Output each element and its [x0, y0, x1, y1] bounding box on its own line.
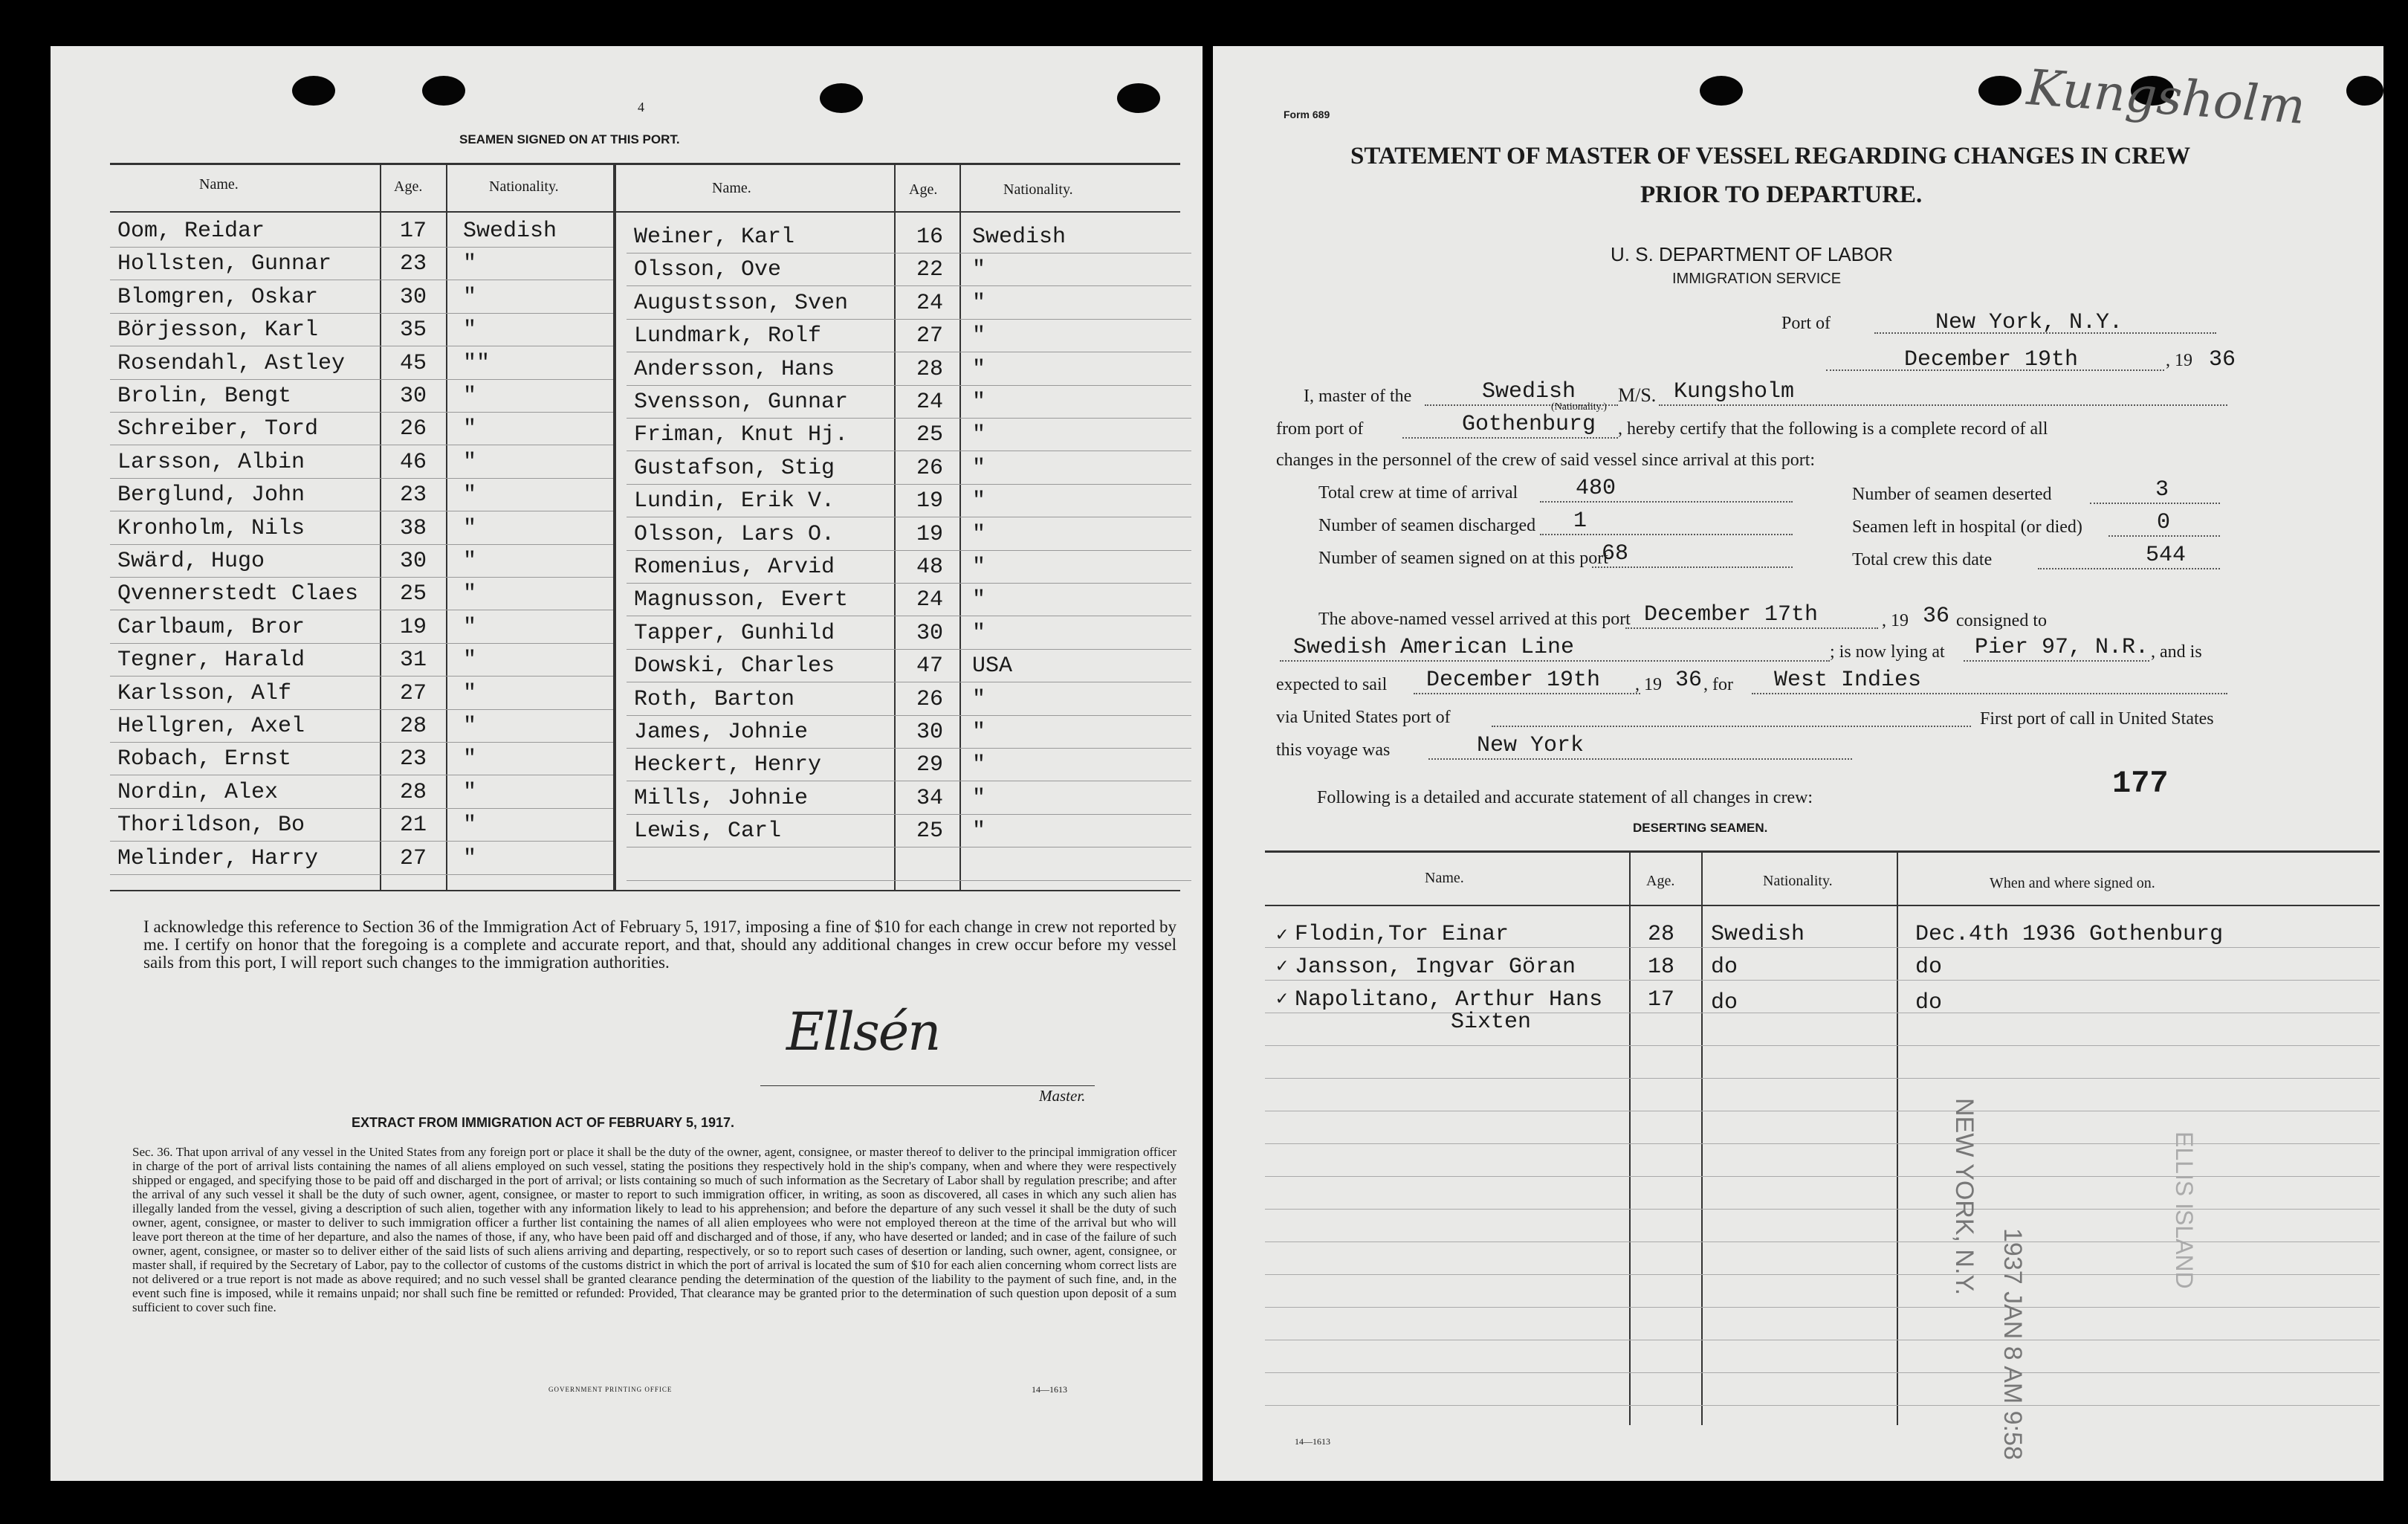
row-rule [110, 247, 613, 248]
from-port-label: from port of [1276, 419, 1364, 439]
fill-line [1414, 693, 1640, 694]
vessel-nationality: Swedish [1482, 379, 1576, 404]
crew-nationality: " [972, 752, 986, 778]
desert-row-rule [1265, 1405, 2380, 1406]
discharged-label: Number of seamen discharged [1318, 516, 1536, 535]
deserter-nationality: Swedish [1711, 922, 1805, 947]
signed-on-label: Number of seamen signed on at this port [1318, 549, 1608, 568]
left-page [51, 46, 1203, 1481]
fill-line [1964, 660, 2149, 662]
crew-age: 23 [400, 482, 427, 508]
fill-line [1402, 437, 1618, 439]
extract-title: EXTRACT FROM IMMIGRATION ACT OF FEBRUARY 5, 1917. [352, 1115, 735, 1130]
department-name: U. S. DEPARTMENT OF LABOR [1611, 243, 1893, 265]
extract-text: Sec. 36. That upon arrival of any vessel in the United States from any foreign port or place it shall be the duty of the owner, agent, consignee, or master thereof to deliver to the principal immigration officer in charge of the port of arrival lists containing the names of all aliens employed on such vessel, stating the positions they respectively hold in the ship's company, when and where they were respectively shipped or engaged, and specifying those to be paid off and discharged in the port of arrival; or lists containing so much of such information as the Secretary of Labor shall by regulation prescribe; and after the arrival of any such vessel it shall be the duty of such owner, agent, consignee, or master to report to such immigration officer, in writing, as soon as discovered, all cases in which any such alien has illegally landed from the vessel, giving a description of such alien, together with any information likely to lead to his apprehension; and before the departure of any such vessel it shall be the duty of such owner, agent, consignee, or master to deliver to such immigration officer a further list containing the names of all alien employees who were not employed thereon at the time of the arrival but who will leave port thereon at the time of her departure, and also the names of those, if any, who have been paid off and discharged and of those, if any, who have deserted or landed; and in case of the failure of such owner, agent, consignee, or master so to deliver either of the said lists of such aliens arriving and departing, respectively, or so to report such cases of desertion or landing, such owner, agent, consignee, or master shall, if required by the Secretary of Labor, pay to the collector of customs of the customs district in which the port of arrival is located the sum of $10 for each alien concerning whom correct lists are not delivered or a true report is not made as above required; and no such vessel shall be granted clearance pending the determination of the question of the liability to the payment of such fine, and, in the event such fine is imposed, while it remains unpaid; nor shall such fine be remitted or refunded: Provided, That clearance may be granted prior to the determination of such question upon deposit of a sum sufficient to cover such fine. [132, 1145, 1177, 1314]
desert-row-rule [1265, 1274, 2380, 1275]
crew-name: Heckert, Henry [634, 752, 822, 778]
crew-name: Olsson, Ove [634, 257, 782, 283]
crew-nationality: " [463, 581, 477, 607]
crew-age: 26 [400, 416, 427, 442]
punch-hole [2346, 76, 2383, 106]
row-rule [110, 379, 613, 380]
crew-nationality: " [463, 845, 477, 871]
discharged-value: 1 [1573, 508, 1587, 534]
desert-row-rule [1265, 1078, 2380, 1079]
crew-name: Swärd, Hugo [117, 549, 265, 574]
desert-row-rule [1265, 1372, 2380, 1373]
crew-age: 25 [916, 422, 944, 448]
table-header-rule [110, 211, 1180, 213]
crew-nationality: " [972, 290, 986, 316]
crew-nationality: " [463, 317, 477, 343]
crew-name: Lundin, Erik V. [634, 488, 835, 514]
crew-nationality: " [463, 482, 477, 508]
crew-nationality: " [972, 488, 986, 514]
fill-line [1540, 501, 1793, 503]
col-header-age: Age. [909, 181, 938, 198]
crew-nationality: " [972, 555, 986, 580]
master-of-label: I, master of the [1304, 387, 1412, 406]
row-rule [627, 880, 1191, 881]
crew-age: 17 [400, 219, 427, 244]
col-header-name: Name. [712, 180, 751, 196]
deserter-signed-on: do [1915, 990, 1943, 1016]
desert-row-rule [1265, 1045, 2380, 1046]
for-label: , for [1703, 675, 1733, 694]
row-rule [627, 319, 1191, 320]
first-port-label: First port of call in United States [1980, 709, 2214, 729]
hospital-label: Seamen left in hospital (or died) [1852, 517, 2082, 537]
crew-nationality: " [463, 714, 477, 739]
crew-age: 27 [400, 680, 427, 706]
crew-age: 25 [916, 818, 944, 845]
crew-nationality: " [463, 515, 477, 541]
crew-age: 31 [400, 648, 427, 674]
desert-row-rule [1265, 1176, 2380, 1177]
crew-name: Andersson, Hans [634, 356, 835, 382]
destination-value: West Indies [1774, 668, 1922, 693]
crew-name: Dowski, Charles [634, 653, 835, 679]
crew-age: 23 [400, 251, 427, 277]
sail-year: 36 [1675, 668, 1703, 693]
crew-age: 24 [916, 587, 944, 613]
row-rule [110, 841, 613, 842]
desert-row-rule [1265, 1143, 2380, 1144]
crew-age: 25 [400, 581, 427, 607]
crew-name: Tapper, Gunhild [634, 620, 835, 646]
arrived-label: The above-named vessel arrived at this port [1318, 610, 1631, 629]
col-header-age: Age. [394, 178, 423, 195]
row-rule [110, 808, 613, 809]
crew-age: 28 [916, 356, 944, 382]
page-number: 4 [638, 100, 644, 114]
row-rule [110, 412, 613, 413]
crew-name: Carlbaum, Bror [117, 614, 305, 640]
crew-nationality: " [972, 521, 986, 547]
crew-age: 34 [916, 785, 944, 811]
form-code: 14—1613 [1295, 1436, 1330, 1447]
port-value: New York, N.Y. [1935, 310, 2123, 335]
this-voyage-label: this voyage was [1276, 740, 1391, 760]
desert-table-top-rule [1265, 850, 2380, 853]
sail-date: December 19th [1426, 668, 1601, 693]
table-bottom-rule [110, 890, 1180, 891]
form-title-line2: PRIOR TO DEPARTURE. [1640, 181, 1923, 208]
crew-nationality: " [463, 746, 477, 772]
row-rule [110, 874, 613, 875]
desert-col-header-name: Name. [1425, 870, 1464, 886]
col-header-name: Name. [199, 176, 239, 193]
crew-nationality: " [463, 384, 477, 409]
crew-name: Gustafson, Stig [634, 455, 835, 481]
crew-name: Lewis, Carl [634, 818, 782, 845]
crew-age: 45 [400, 350, 427, 376]
form-title-line1: STATEMENT OF MASTER OF VESSEL REGARDING CHANGES IN CREW [1350, 143, 2191, 169]
right-page [1213, 46, 2383, 1481]
statement-year: 36 [2209, 347, 2236, 372]
crew-nationality: " [972, 686, 986, 712]
total-date-label: Total crew this date [1852, 550, 1993, 569]
from-port-value: Gothenburg [1462, 412, 1596, 437]
crew-age: 30 [916, 720, 944, 745]
deserter-age: 18 [1648, 955, 1675, 980]
crew-name: Augustsson, Sven [634, 290, 849, 316]
col-header-nationality: Nationality. [1003, 181, 1073, 198]
crew-name: Karlsson, Alf [117, 680, 292, 706]
fill-line [2108, 535, 2220, 537]
total-date-value: 544 [2146, 543, 2187, 568]
arrived-date: December 17th [1644, 602, 1819, 627]
crew-nationality: " [463, 779, 477, 805]
signed-on-value: 68 [1602, 541, 1629, 566]
crew-nationality: " [463, 680, 477, 706]
crew-age: 30 [916, 620, 944, 646]
column-divider [380, 165, 381, 890]
crew-name: Thorildson, Bo [117, 813, 305, 839]
desert-row-rule [1265, 1209, 2380, 1210]
crew-nationality: " [463, 416, 477, 442]
crew-age: 30 [400, 549, 427, 574]
fill-line [1752, 693, 2227, 694]
deserting-title: DESERTING SEAMEN. [1633, 821, 1768, 835]
punch-hole [1117, 83, 1160, 113]
consigned-label: consigned to [1956, 611, 2047, 630]
crew-age: 35 [400, 317, 427, 343]
section-title: SEAMEN SIGNED ON AT THIS PORT. [459, 132, 680, 146]
crew-name: Tegner, Harald [117, 648, 305, 674]
crew-nationality: Swedish [972, 225, 1067, 250]
column-divider [446, 165, 447, 890]
crew-nationality: " [463, 549, 477, 574]
crew-name: Nordin, Alex [117, 779, 279, 805]
crew-nationality: " [463, 449, 477, 475]
crew-age: 30 [400, 384, 427, 409]
row-rule [627, 253, 1191, 254]
crew-name: Svensson, Gunnar [634, 390, 849, 415]
signature-line [760, 1085, 1095, 1086]
printer-note: GOVERNMENT PRINTING OFFICE [548, 1386, 673, 1393]
fill-line [2038, 568, 2220, 569]
crew-nationality: " [463, 648, 477, 674]
fill-line [1280, 660, 1830, 662]
arrived-year-prefix: , 19 [1882, 611, 1909, 630]
crew-age: 26 [916, 455, 944, 481]
statement-date: December 19th [1904, 347, 2079, 372]
crew-name: James, Johnie [634, 720, 809, 745]
crew-nationality: " [463, 813, 477, 839]
crew-age: 46 [400, 449, 427, 475]
crew-age: 23 [400, 746, 427, 772]
crew-name: Oom, Reidar [117, 219, 265, 244]
crew-age: 28 [400, 779, 427, 805]
punch-hole [292, 76, 335, 106]
col-header-nationality: Nationality. [489, 178, 559, 195]
row-rule [110, 742, 613, 743]
deserter-name: Napolitano, Arthur Hans [1295, 987, 1603, 1013]
crew-name: Weiner, Karl [634, 225, 795, 250]
crew-name: Hellgren, Axel [117, 714, 305, 739]
crew-nationality: "" [463, 350, 491, 376]
table-top-rule [110, 163, 1180, 165]
row-rule [627, 285, 1191, 286]
crew-age: 27 [400, 845, 427, 871]
crew-nationality: " [463, 251, 477, 277]
punch-hole [1700, 76, 1743, 106]
handwritten-ship-name: Kungsholm [2025, 59, 2308, 135]
desert-col-header-signed: When and where signed on. [1990, 875, 2155, 891]
crew-age: 19 [916, 521, 944, 547]
crew-age: 24 [916, 290, 944, 316]
crew-age: 30 [400, 284, 427, 310]
arrival-stamp-date: 1937 JAN 8 AM 9:58 [1998, 1228, 2027, 1460]
crew-name: Mills, Johnie [634, 785, 809, 811]
deserted-value: 3 [2155, 477, 2169, 503]
crew-name: Melinder, Harry [117, 845, 319, 871]
lying-value: Pier 97, N.R. [1975, 635, 2149, 660]
sail-year-prefix: , 19 [1635, 675, 1662, 694]
row-rule [627, 814, 1191, 815]
crew-name: Börjesson, Karl [117, 317, 319, 343]
crew-name: Romenius, Arvid [634, 555, 835, 580]
port-label: Port of [1781, 314, 1831, 333]
fill-line [1428, 758, 1852, 760]
crew-name: Hollsten, Gunnar [117, 251, 332, 277]
vessel-prefix: M/S. [1618, 384, 1657, 406]
deserter-age: 17 [1648, 987, 1675, 1013]
desert-row-rule [1265, 947, 2380, 948]
crew-age: 38 [400, 515, 427, 541]
arrived-year: 36 [1923, 604, 1950, 629]
fill-line [1659, 404, 2227, 406]
crew-nationality: USA [972, 653, 1013, 679]
row-rule [627, 649, 1191, 650]
lying-label: ; is now lying at [1830, 642, 1945, 662]
crew-nationality: " [972, 390, 986, 415]
crew-nationality: " [463, 284, 477, 310]
crew-nationality: " [972, 587, 986, 613]
nationality-caption: (Nationality.) [1551, 401, 1607, 413]
desert-row-rule [1265, 1307, 2380, 1308]
sail-label: expected to sail [1276, 675, 1388, 694]
row-rule [627, 715, 1191, 716]
desert-table-header-rule [1265, 905, 2380, 906]
crew-name: Roth, Barton [634, 686, 795, 712]
row-rule [110, 709, 613, 710]
crew-nationality: " [972, 818, 986, 845]
certify-text-2: changes in the personnel of the crew of said vessel since arrival at this port: [1276, 451, 1816, 470]
deserter-nationality: do [1711, 990, 1738, 1016]
first-port-value: New York [1477, 733, 1585, 758]
row-rule [110, 676, 613, 677]
crew-age: 48 [916, 555, 944, 580]
master-signature: Ellsén [786, 1001, 940, 1062]
crew-nationality: " [972, 356, 986, 382]
row-rule [627, 550, 1191, 551]
deserter-nationality: do [1711, 955, 1738, 980]
certify-text-1: , hereby certify that the following is a complete record of all [1618, 419, 2048, 439]
crew-age: 28 [400, 714, 427, 739]
master-label: Master. [1039, 1087, 1086, 1105]
stamp-number: 177 [2112, 766, 2169, 801]
crew-name: Rosendahl, Astley [117, 350, 346, 376]
row-rule [110, 643, 613, 644]
arrival-stamp-city: NEW YORK, N.Y. [1950, 1098, 1978, 1296]
crew-nationality: " [972, 620, 986, 646]
service-name: IMMIGRATION SERVICE [1672, 271, 1842, 287]
crew-age: 26 [916, 686, 944, 712]
year-prefix: , 19 [2166, 351, 2192, 370]
crew-name: Berglund, John [117, 482, 305, 508]
deserter-check: ✓ [1276, 924, 1288, 946]
row-rule [110, 544, 613, 545]
crew-age: 21 [400, 813, 427, 839]
deserter-check: ✓ [1276, 988, 1288, 1010]
crew-name: Qvennerstedt Claes [117, 581, 359, 607]
crew-name: Kronholm, Nils [117, 515, 305, 541]
arrival-stamp-location: ELLIS ISLAND [2171, 1131, 2198, 1289]
column-divider [613, 165, 616, 890]
crew-nationality: " [972, 785, 986, 811]
and-is-label: , and is [2151, 642, 2202, 662]
deserter-signed-on: Dec.4th 1936 Gothenburg [1915, 922, 2224, 947]
total-arrival-value: 480 [1576, 476, 1616, 501]
crew-name: Schreiber, Tord [117, 416, 319, 442]
crew-name: Robach, Ernst [117, 746, 292, 772]
form-code: 14—1613 [1032, 1384, 1067, 1395]
crew-nationality: " [972, 257, 986, 283]
deserter-name: Flodin,Tor Einar [1295, 922, 1509, 947]
row-rule [627, 484, 1191, 485]
deserter-check: ✓ [1276, 955, 1288, 978]
deserter-name: Jansson, Ingvar Göran [1295, 955, 1576, 980]
via-label: via United States port of [1276, 708, 1451, 727]
crew-age: 27 [916, 323, 944, 349]
fill-line [1592, 566, 1793, 568]
consignee-value: Swedish American Line [1293, 635, 1575, 660]
crew-name: Blomgren, Oskar [117, 284, 319, 310]
crew-nationality: " [972, 323, 986, 349]
crew-age: 19 [400, 614, 427, 640]
acknowledgement-text: I acknowledge this reference to Section 36 of the Immigration Act of February 5, 1917, imposing a fine of $10 for each change in crew not reported by me. I certify on honor that the foregoing is a complete and accurate report, and that, should any additional changes in crew occur before my vessel sails from this port, I will report such changes to the immigration authorities. [143, 917, 1177, 972]
row-rule [627, 583, 1191, 584]
crew-age: 19 [916, 488, 944, 514]
fill-line [1540, 534, 1793, 535]
deserter-name-cont: Sixten [1451, 1010, 1532, 1035]
row-rule [110, 313, 613, 314]
crew-name: Lundmark, Rolf [634, 323, 822, 349]
crew-nationality: Swedish [463, 219, 557, 244]
fill-line [1492, 726, 1971, 727]
fill-line [1625, 627, 1878, 629]
deserter-age: 28 [1648, 922, 1675, 947]
punch-hole [1978, 76, 2022, 106]
vessel-name: Kungsholm [1674, 379, 1795, 404]
crew-name: Olsson, Lars O. [634, 521, 835, 547]
crew-age: 22 [916, 257, 944, 283]
hospital-value: 0 [2157, 510, 2171, 535]
form-number: Form 689 [1284, 109, 1330, 120]
deserted-label: Number of seamen deserted [1852, 485, 2052, 504]
desert-row-rule [1265, 980, 2380, 981]
crew-nationality: " [972, 455, 986, 481]
crew-nationality: " [463, 614, 477, 640]
fill-line [2090, 503, 2220, 504]
following-label: Following is a detailed and accurate statement of all changes in crew: [1317, 788, 1813, 807]
crew-name: Magnusson, Evert [634, 587, 849, 613]
row-rule [110, 577, 613, 578]
crew-nationality: " [972, 422, 986, 448]
row-rule [627, 418, 1191, 419]
crew-age: 47 [916, 653, 944, 679]
crew-nationality: " [972, 720, 986, 745]
row-rule [627, 385, 1191, 386]
punch-hole [820, 83, 863, 113]
crew-age: 16 [916, 225, 944, 250]
crew-name: Friman, Knut Hj. [634, 422, 849, 448]
desert-col-header-nationality: Nationality. [1763, 873, 1833, 889]
row-rule [110, 478, 613, 479]
crew-name: Brolin, Bengt [117, 384, 292, 409]
desert-col-header-age: Age. [1646, 873, 1675, 889]
total-arrival-label: Total crew at time of arrival [1318, 483, 1518, 503]
deserter-signed-on: do [1915, 955, 1943, 980]
punch-hole [422, 76, 465, 106]
row-rule [627, 748, 1191, 749]
crew-age: 24 [916, 390, 944, 415]
crew-name: Larsson, Albin [117, 449, 305, 475]
crew-age: 29 [916, 752, 944, 778]
